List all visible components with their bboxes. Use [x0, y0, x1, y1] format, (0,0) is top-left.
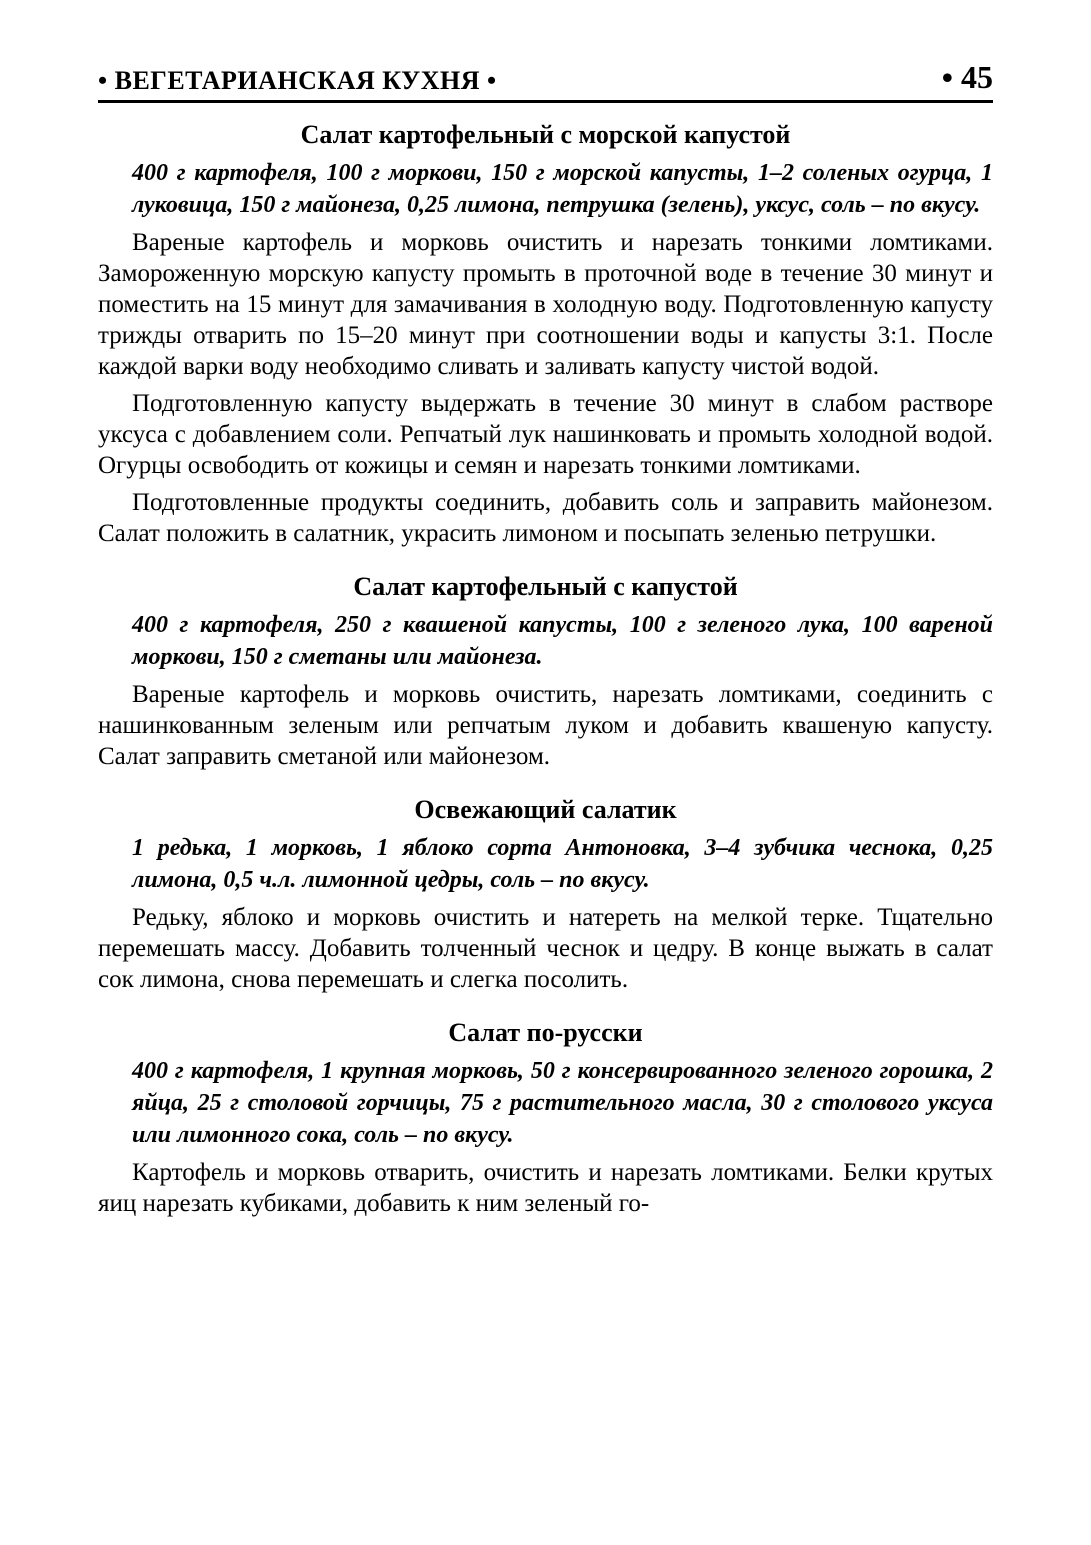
running-title: • ВЕГЕТАРИАНСКАЯ КУХНЯ • [98, 66, 497, 95]
recipe-title: Салат по-русски [448, 1018, 643, 1047]
running-header [98, 52, 993, 103]
instruction-paragraph: Вареные картофель и морковь очистить и нарезать тонкими ломтиками. Замороженную морскую капусту промыть в проточной воде в течение 30 минут и поместить на 15 минут для замачивания в холодную воду. Подготовленную капусту трижды отварить по 15–20 минут при соотношении воды и капусты 3:1. После каждой варки воду необходимо сливать и заливать капусту чистой водой. [98, 229, 993, 380]
book-page [98, 52, 993, 1241]
instruction-paragraph: Вареные картофель и морковь очистить, нарезать ломтиками, соединить с нашинкованным зеленым или репчатым луком и добавить квашеную капусту. Салат заправить сметаной или майонезом. [98, 681, 993, 770]
page-number: • 45 [941, 59, 993, 95]
recipe-title: Салат картофельный с капустой [353, 572, 738, 601]
instruction-paragraph: Подготовленные продукты соединить, добавить соль и заправить майонезом. Салат положить в салатник, украсить лимоном и посыпать зеленью петрушки. [98, 489, 993, 547]
instruction-paragraph: Редьку, яблоко и морковь очистить и натереть на мелкой терке. Тщательно перемешать массу. Добавить толченный чеснок и цедру. В конце выжать в салат сок лимона, снова перемешать и слегка посолить. [98, 904, 993, 993]
recipe-section [98, 1017, 993, 1219]
ingredients-list: 1 редька, 1 морковь, 1 яблоко сорта Антоновка, 3–4 зубчика чеснока, 0,25 лимона, 0,5 ч.л. лимонной цедры, соль – по вкусу. [132, 835, 993, 893]
recipe-title: Освежающий салатик [414, 795, 677, 824]
instruction-paragraph: Картофель и морковь отварить, очистить и нарезать ломтиками. Белки крутых яиц нарезать кубиками, добавить к ним зеленый го- [98, 1159, 993, 1217]
ingredients-list: 400 г картофеля, 100 г моркови, 150 г морской капусты, 1–2 соленых огурца, 1 луковица, 150 г майонеза, 0,25 лимона, петрушка (зелень), уксус, соль – по вкусу. [132, 160, 993, 218]
recipe-section [98, 571, 993, 772]
instruction-paragraph: Подготовленную капусту выдержать в течение 30 минут в слабом растворе уксуса с добавлением соли. Репчатый лук нашинковать и промыть холодной водой. Огурцы освободить от кожицы и семян и нарезать тонкими ломтиками. [98, 390, 993, 479]
recipe-section [98, 119, 993, 549]
recipe-section [98, 794, 993, 995]
ingredients-list: 400 г картофеля, 1 крупная морковь, 50 г консервированного зеленого горошка, 2 яйца, 25 г столовой горчицы, 75 г растительного масла, 30 г столового уксуса или лимонного сока, соль – по вкусу. [132, 1058, 993, 1148]
ingredients-list: 400 г картофеля, 250 г квашеной капусты, 100 г зеленого лука, 100 вареной моркови, 150 г сметаны или майонеза. [132, 612, 993, 670]
recipe-title: Салат картофельный с морской капустой [300, 120, 791, 149]
